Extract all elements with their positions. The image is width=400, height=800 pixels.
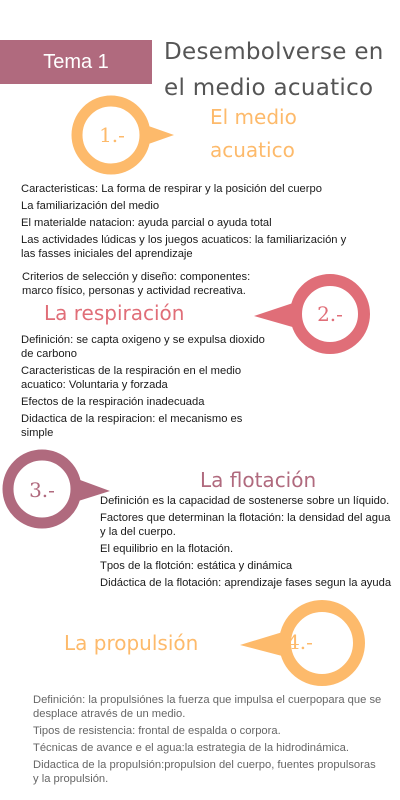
section-1-title-line2: acuatico	[210, 138, 295, 162]
section-1-list	[21, 182, 361, 264]
section-2-list	[21, 333, 266, 443]
list-item: Didáctica de la flotación: aprendizaje fases segun la ayuda	[100, 577, 392, 589]
tema-label: Tema 1	[43, 50, 109, 73]
section-1-extra-item: Criterios de selección y diseño: componentes: marco físico, personas y actividad recreativa.	[22, 271, 251, 297]
list-item: Didactica de la respiracion: el mecanismo es simple	[21, 413, 243, 439]
section-3-title: La flotación	[200, 468, 317, 492]
section-1-title-line1: El medio	[210, 105, 297, 129]
list-item: Efectos de la respiración inadecuada	[21, 396, 205, 408]
list-item: Definición: la propulsiónes la fuerza que impulsa el cuerpopara que se desplace através de un medio.	[33, 694, 382, 720]
page-title-line2: el medio acuatico	[164, 75, 374, 101]
list-item: El materialde natacion: ayuda parcial o ayuda total	[21, 217, 272, 229]
list-item: Tpos de la flotción: estática y dinámica	[100, 560, 293, 572]
list-item: El equilibrio en la flotación.	[100, 543, 234, 555]
list-item: Factores que determinan la flotación: la densidad del agua y la del cuerpo.	[100, 512, 391, 538]
page-title	[164, 34, 396, 106]
section-4-list	[33, 693, 383, 789]
section-4-number: 4.-	[287, 630, 313, 654]
list-item: Caracteristicas de la respiración en el medio acuatico: Voluntaria y forzada	[21, 365, 242, 391]
section-1-number: 1.-	[99, 123, 125, 147]
list-item: Definición: se capta oxigeno y se expulsa dioxido de carbono	[21, 334, 265, 360]
list-item: Didactica de la propulsión:propulsion del cuerpo, fuentes propulsoras y la propulsión.	[33, 759, 376, 785]
section-4-title: La propulsión	[64, 631, 199, 655]
list-item: Técnicas de avance e el agua:la estrategia de la hidrodinámica.	[33, 742, 349, 754]
section-3-list	[100, 494, 398, 593]
section-1-title	[210, 101, 297, 167]
section-2-title: La respiración	[44, 301, 185, 325]
tema-badge	[0, 40, 152, 84]
list-item: Definición es la capacidad de sostenerse sobre un líquido.	[100, 495, 390, 507]
list-item: Tipos de resistencia: frontal de espalda o corpora.	[33, 725, 281, 737]
page-title-line1: Desembolverse en	[164, 39, 384, 65]
section-2-number: 2.-	[317, 302, 343, 326]
section-3-number: 3.-	[29, 478, 55, 502]
list-item: La familiarización del medio	[21, 200, 160, 212]
list-item: Caracteristicas: La forma de respirar y la posición del cuerpo	[21, 183, 322, 195]
list-item: Las actividades lúdicas y los juegos acuaticos: la familiarización y las fasses iniciales del aprendizaje	[21, 234, 347, 260]
